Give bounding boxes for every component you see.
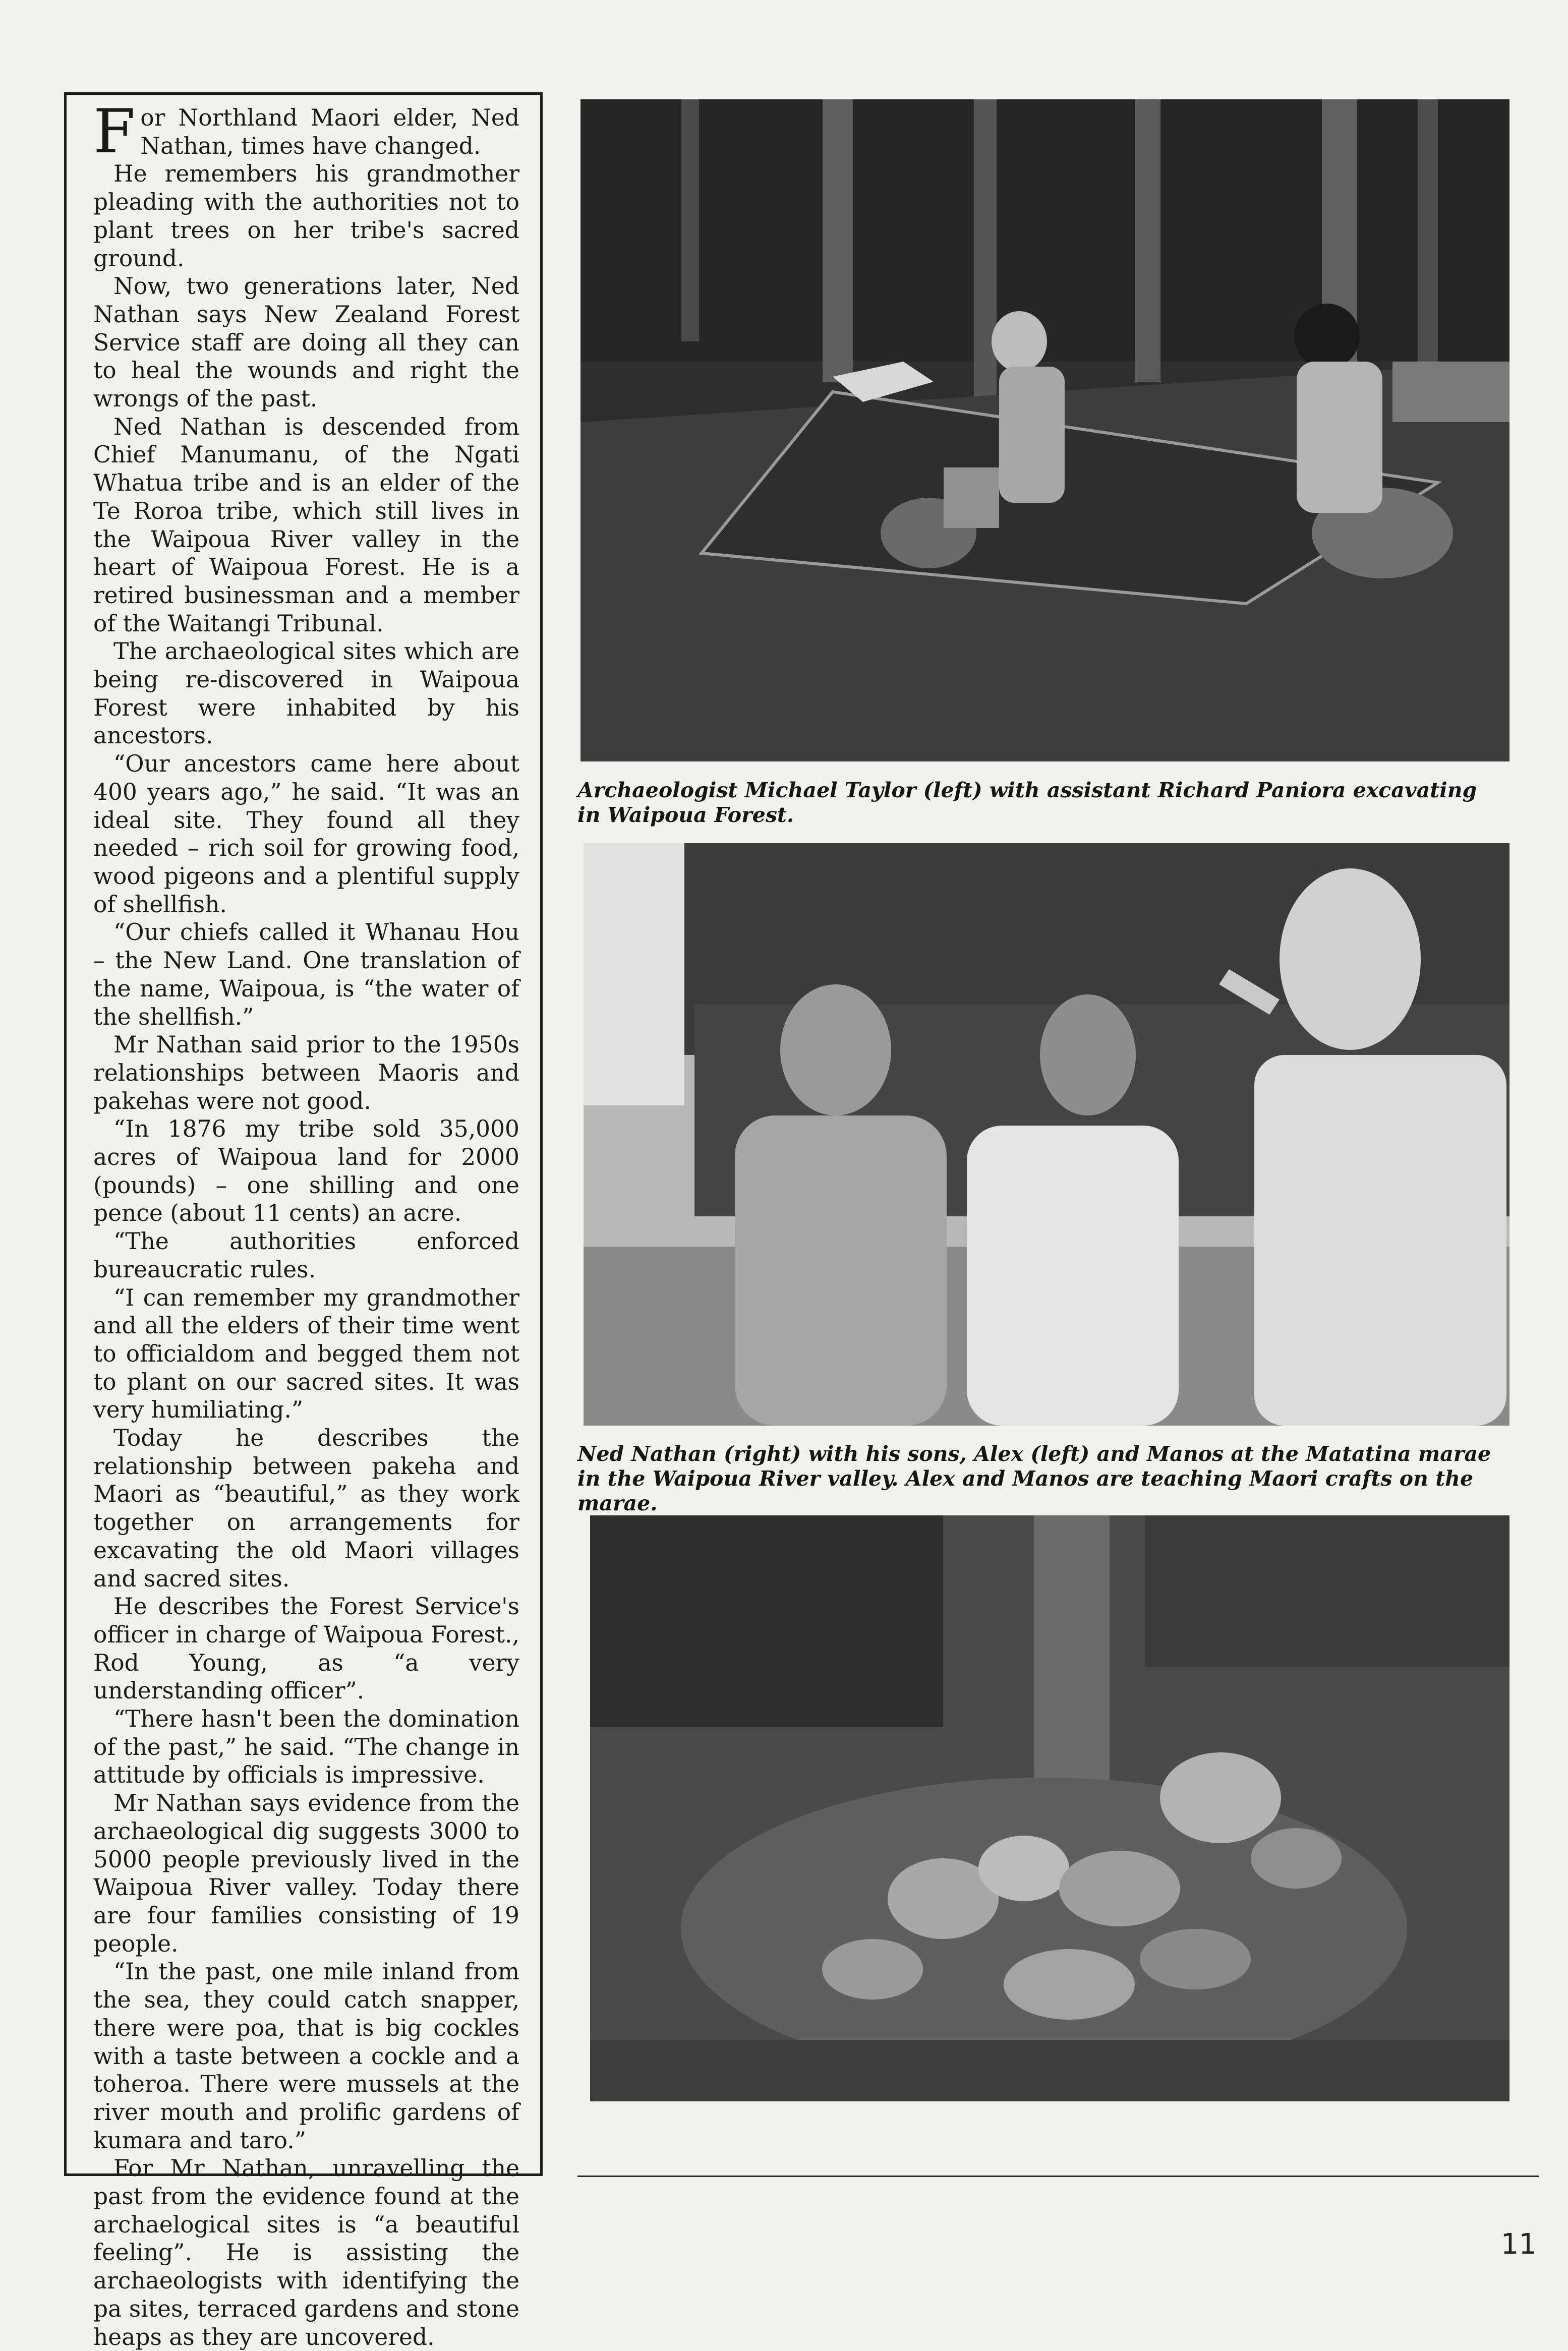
photo1-caption: Archaeologist Michael Taylor (left) with assistant Richard Paniora excavating in Waipoua Forest. <box>577 778 1477 827</box>
article-paragraph: “Our chiefs called it Whanau Hou – the New Land. One translation of the name, Waipoua, is “the water of the shellfish.” <box>93 919 519 1030</box>
article-body <box>93 97 519 2351</box>
article-paragraph: Ned Nathan is descended from Chief Manumanu, of the Ngati Whatua tribe and is an elder of the Te Roroa tribe, which still lives in the Waipoua River valley in the heart of Waipoua Forest. He is a retired businessman and a member of the Waitangi Tribunal. <box>93 413 519 637</box>
article-paragraph: Mr Nathan said prior to the 1950s relationships between Maoris and pakehas were not good. <box>93 1031 519 1114</box>
article-paragraph: For Mr Nathan, unravelling the past from the evidence found at the archaelogical sites is “a beautiful feeling”. He is assisting the archaeologists with identifying the pa sites, terraced gardens and stone heaps as they are uncovered. <box>93 2155 519 2350</box>
excavation-photo <box>580 99 1509 761</box>
drop-cap: F <box>93 97 136 167</box>
article-paragraph: “In 1876 my tribe sold 35,000 acres of Waipoua land for 2000 (pounds) – one shilling and one pence (about 11 cents) an acre. <box>93 1115 519 1227</box>
bottom-rule <box>577 2176 1539 2177</box>
article-box <box>64 92 543 2350</box>
article-paragraph: Mr Nathan says evidence from the archaeological dig suggests 3000 to 5000 people previously lived in the Waipoua River valley. Today there are four families consisting of 19 people. <box>93 1790 519 1957</box>
article-paragraph: He remembers his grandmother pleading with the authorities not to plant trees on her tribe's sacred ground. <box>93 160 519 272</box>
article-paragraph: For Northland Maori elder, Ned Nathan, times have changed. <box>93 97 519 167</box>
article-paragraph: “I can remember my grandmother and all the elders of their time went to officialdom and begged them not to plant on our sacred sites. It was very humiliating.” <box>93 1284 519 1424</box>
page-number: 11 <box>1500 2228 1537 2261</box>
article-paragraph: “Our ancestors came here about 400 years ago,” he said. “It was an ideal site. They found all they needed – rich soil for growing food, wood pigeons and a plentiful supply of shellfish. <box>93 750 519 918</box>
article-paragraph: “There hasn't been the domination of the past,” he said. “The change in attitude by officials is impressive. <box>93 1706 519 1789</box>
article-paragraph: “In the past, one mile inland from the sea, they could catch snapper, there were poa, that is big cockles with a taste between a cockle and a toheroa. There were mussels at the river mouth and prolific gardens of kumara and taro.” <box>93 1958 519 2154</box>
stone-heap-photo <box>590 1515 1509 2101</box>
article-paragraph: Today he describes the relationship between pakeha and Maori as “beautiful,” as they work together on arrangements for excavating the old Maori villages and sacred sites. <box>93 1425 519 1592</box>
family-photo <box>584 843 1509 1426</box>
article-paragraph: “The authorities enforced bureaucratic rules. <box>93 1228 519 1283</box>
article-paragraph: Now, two generations later, Ned Nathan says New Zealand Forest Service staff are doing all they can to heal the wounds and right the wrongs of the past. <box>93 273 519 413</box>
article-paragraph: The archaeological sites which are being re-discovered in Waipoua Forest were inhabited by his ancestors. <box>93 638 519 749</box>
photo2-caption: Ned Nathan (right) with his sons, Alex (left) and Manos at the Matatina marae in the Waipoua River valley. Alex and Manos are teaching Maori crafts on the marae. <box>577 1442 1491 1515</box>
article-paragraph: He describes the Forest Service's officer in charge of Waipoua Forest., Rod Young, as “a very understanding officer”. <box>93 1593 519 1705</box>
